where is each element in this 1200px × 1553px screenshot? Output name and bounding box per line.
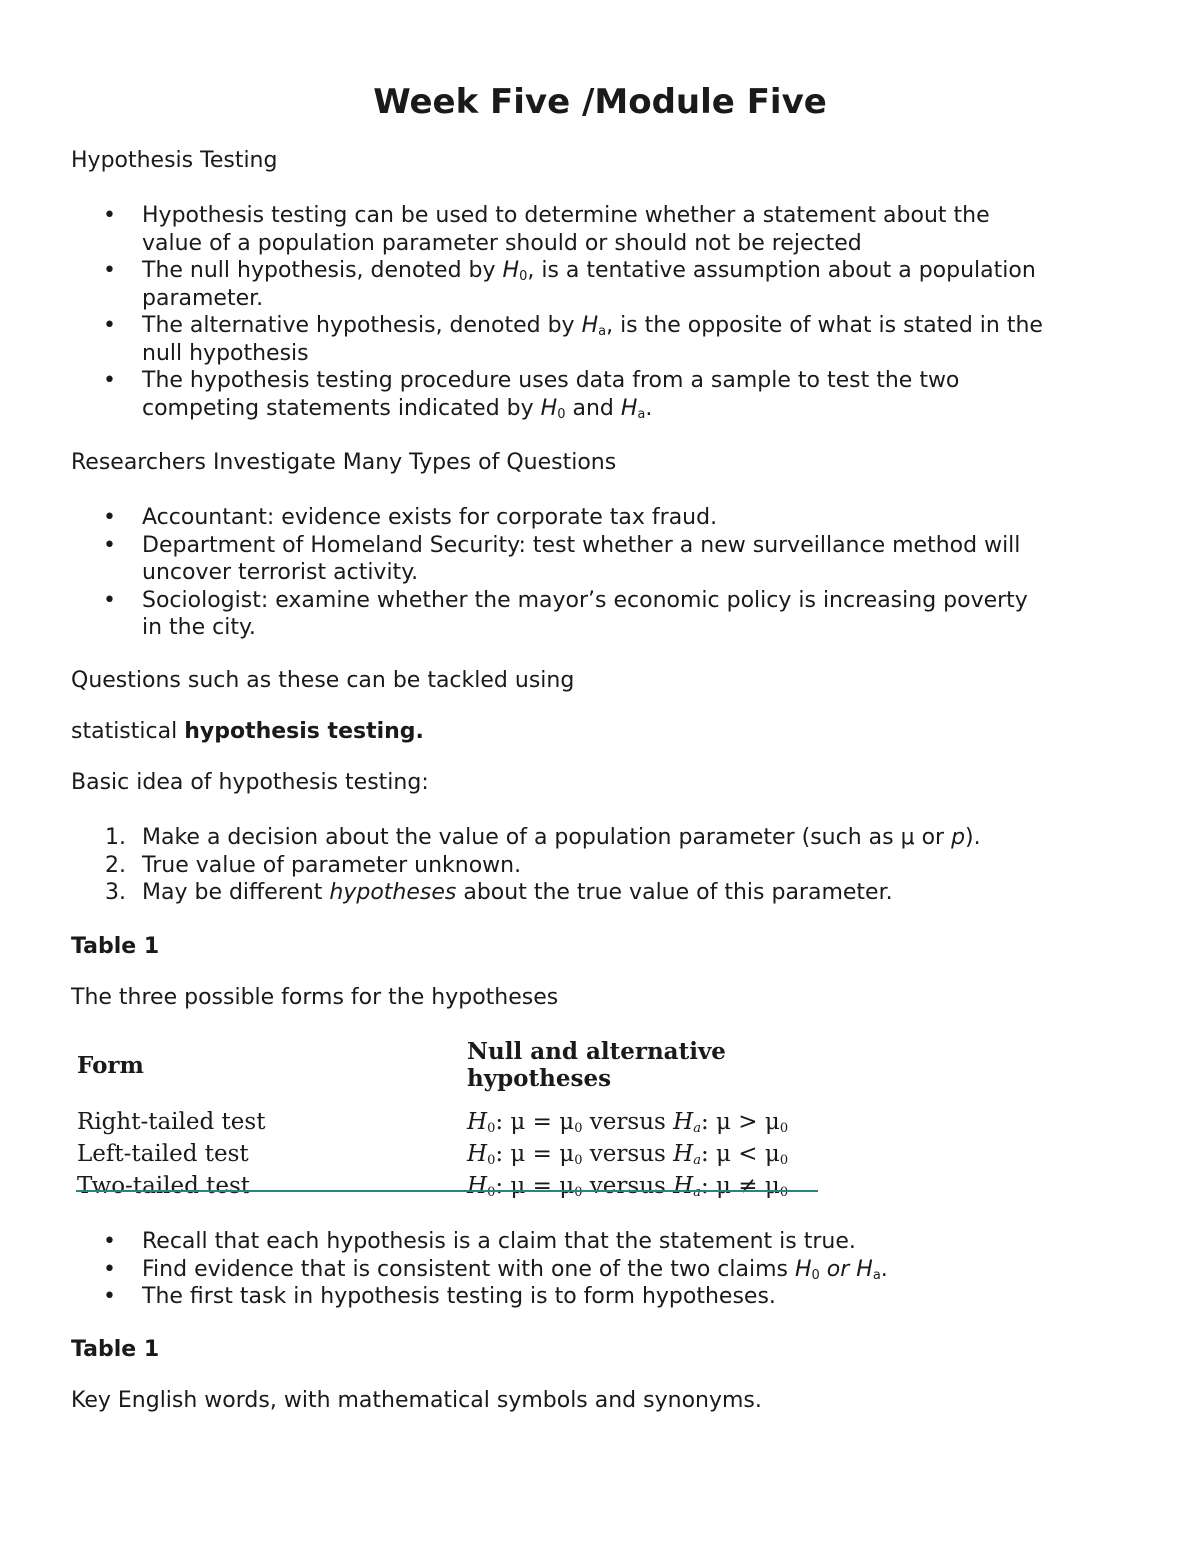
statistical-paragraph xyxy=(71,719,424,744)
math-subscript: 0 xyxy=(519,269,528,284)
math-subscript: 0 xyxy=(487,1153,496,1168)
table-cell-hypothesis xyxy=(467,1170,818,1202)
list-item-line: uncover terrorist activity. xyxy=(142,560,419,585)
math-subscript: 0 xyxy=(574,1121,583,1136)
math-subscript: a xyxy=(693,1121,701,1136)
emphasis-text: hypothesis testing. xyxy=(184,719,424,744)
table-row xyxy=(77,1106,818,1138)
list-item-text: The alternative hypothesis, denoted by xyxy=(142,313,582,338)
list-number: 1. xyxy=(105,825,126,850)
table-caption: The three possible forms for the hypotheses xyxy=(71,985,559,1010)
recall-list xyxy=(71,1228,1141,1311)
list-item-text: The null hypothesis, denoted by xyxy=(142,258,503,283)
table-cell-form: Two-tailed test xyxy=(77,1173,251,1199)
list-item-line: null hypothesis xyxy=(142,340,309,366)
table-row xyxy=(77,1138,818,1170)
math-subscript: a xyxy=(693,1185,701,1200)
math-symbol: H xyxy=(673,1173,694,1199)
list-item-text: competing statements indicated by xyxy=(142,395,541,421)
math-text: : μ > μ xyxy=(700,1109,780,1135)
basic-idea-heading: Basic idea of hypothesis testing: xyxy=(71,770,429,795)
list-item xyxy=(71,1228,1141,1256)
section-heading-researchers: Researchers Investigate Many Types of Questions xyxy=(71,450,617,475)
table-cell-hypothesis xyxy=(467,1138,818,1170)
list-item-text: True value of parameter unknown. xyxy=(142,852,522,878)
list-item-text: ). xyxy=(965,825,981,850)
math-symbol: H xyxy=(673,1109,694,1135)
list-item-text: and xyxy=(565,395,621,421)
list-item-line: in the city. xyxy=(142,615,256,640)
list-item-line: Department of Homeland Security: test whether a new surveillance method will xyxy=(142,532,1021,558)
list-item-text: . xyxy=(880,1256,888,1282)
math-subscript: 0 xyxy=(574,1185,583,1200)
list-item xyxy=(71,824,1141,852)
list-item xyxy=(71,257,1141,312)
list-item xyxy=(71,1283,1141,1311)
math-subscript: 0 xyxy=(557,406,566,422)
math-symbol: H xyxy=(467,1109,488,1135)
list-item-text: May be different xyxy=(142,880,330,905)
list-item xyxy=(71,852,1141,880)
list-item-text: . xyxy=(645,395,653,421)
table-cell-form: Right-tailed test xyxy=(77,1109,266,1135)
table-header: Form xyxy=(77,1051,144,1079)
math-subscript: a xyxy=(637,406,646,422)
math-text: : μ < μ xyxy=(700,1141,780,1167)
table-cell-hypothesis xyxy=(467,1106,818,1138)
math-symbol: H xyxy=(581,313,599,338)
list-item-line: Hypothesis testing can be used to determine whether a statement about the xyxy=(142,203,990,228)
table-header: Null and alternative hypotheses xyxy=(467,1038,726,1092)
page-title: Week Five /Module Five xyxy=(373,82,827,122)
list-item-text: Make a decision about the value of a population parameter (such as μ or xyxy=(142,825,952,850)
math-symbol: H xyxy=(856,1256,873,1282)
math-symbol: H xyxy=(794,1256,812,1282)
researchers-list xyxy=(71,504,1141,642)
table-cell-form: Left-tailed test xyxy=(77,1141,249,1167)
list-item-text: , is the opposite of what is stated in the xyxy=(606,313,1043,338)
list-item-line: value of a population parameter should or should not be rejected xyxy=(142,230,862,256)
list-item xyxy=(71,587,1141,642)
math-text: : μ ≠ μ xyxy=(700,1173,780,1199)
list-item xyxy=(71,202,1141,257)
list-item-line: The first task in hypothesis testing is to form hypotheses. xyxy=(142,1284,776,1309)
math-subscript: 0 xyxy=(574,1153,583,1168)
math-text: versus xyxy=(582,1109,674,1135)
list-item-line: The hypothesis testing procedure uses data from a sample to test the two xyxy=(142,368,960,393)
list-item-line: Sociologist: examine whether the mayor’s economic policy is increasing poverty xyxy=(142,587,1028,613)
math-symbol: H xyxy=(620,395,638,421)
table-caption: Key English words, with mathematical symbols and synonyms. xyxy=(71,1388,762,1413)
list-item-text: or xyxy=(819,1256,857,1282)
basic-idea-list xyxy=(71,824,1141,907)
math-subscript: a xyxy=(693,1153,701,1168)
table-label: Table 1 xyxy=(71,1337,160,1362)
math-symbol: H xyxy=(467,1141,488,1167)
math-text: : μ = μ xyxy=(495,1109,575,1135)
math-subscript: a xyxy=(872,1267,881,1283)
list-item xyxy=(71,879,1141,907)
hypothesis-testing-list xyxy=(71,202,1141,422)
math-text: : μ = μ xyxy=(495,1141,575,1167)
math-symbol: H xyxy=(673,1141,694,1167)
math-subscript: 0 xyxy=(487,1185,496,1200)
list-item-text: about the true value of this parameter. xyxy=(456,880,893,905)
list-item-line: Recall that each hypothesis is a claim that the statement is true. xyxy=(142,1229,856,1254)
math-subscript: a xyxy=(598,324,607,339)
math-subscript: 0 xyxy=(487,1121,496,1136)
table-label: Table 1 xyxy=(71,934,160,959)
hypotheses-table xyxy=(77,1036,818,1202)
questions-paragraph: Questions such as these can be tackled using xyxy=(71,668,575,693)
list-item xyxy=(71,504,1141,532)
list-item-line: Accountant: evidence exists for corporate tax fraud. xyxy=(142,505,718,530)
math-subscript: 0 xyxy=(779,1121,789,1136)
math-symbol: H xyxy=(467,1173,488,1199)
math-symbol: H xyxy=(502,258,520,283)
paragraph-text: statistical xyxy=(71,719,185,744)
list-number: 2. xyxy=(105,852,126,878)
list-item xyxy=(71,1256,1141,1284)
list-number: 3. xyxy=(105,880,126,905)
math-text: versus xyxy=(582,1173,674,1199)
table-header-row xyxy=(77,1036,818,1106)
list-item-text: , is a tentative assumption about a population xyxy=(527,258,1036,283)
emphasis-text: hypotheses xyxy=(329,880,457,905)
list-item-line: parameter. xyxy=(142,285,264,311)
math-text: : μ = μ xyxy=(495,1173,575,1199)
math-subscript: 0 xyxy=(779,1153,789,1168)
math-subscript: 0 xyxy=(779,1185,789,1200)
list-item xyxy=(71,532,1141,587)
math-text: versus xyxy=(582,1141,674,1167)
table-bottom-rule xyxy=(76,1190,818,1192)
math-subscript: 0 xyxy=(811,1267,820,1283)
math-symbol: H xyxy=(540,395,558,421)
list-item xyxy=(71,312,1141,367)
table-row xyxy=(77,1170,818,1202)
section-heading-hypothesis-testing: Hypothesis Testing xyxy=(71,148,278,173)
list-item-text: Find evidence that is consistent with one of the two claims xyxy=(142,1256,795,1282)
math-symbol: p xyxy=(951,825,966,850)
list-item xyxy=(71,367,1141,422)
